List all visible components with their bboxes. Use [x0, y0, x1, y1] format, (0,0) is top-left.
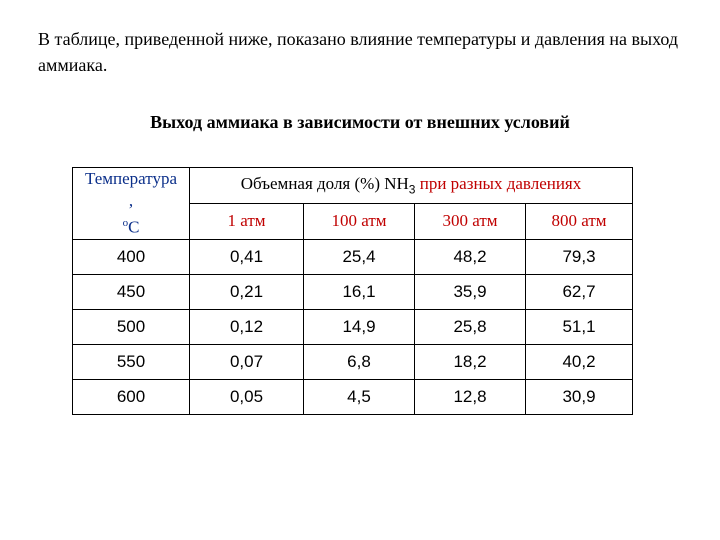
temperature-header: [73, 168, 190, 240]
value-cell: 30,9: [526, 379, 633, 414]
table-row: [73, 309, 633, 344]
value-cell: 25,4: [304, 239, 415, 274]
value-cell: 40,2: [526, 344, 633, 379]
volume-fraction-prefix: Объемная доля (%) NH: [240, 174, 409, 194]
temperature-cell: 600: [73, 379, 190, 414]
value-cell: 0,12: [190, 309, 304, 344]
value-cell: 14,9: [304, 309, 415, 344]
temperature-cell: 550: [73, 344, 190, 379]
value-cell: 0,21: [190, 274, 304, 309]
value-cell: 0,41: [190, 239, 304, 274]
temperature-unit: C: [128, 217, 140, 237]
table-row: [73, 239, 633, 274]
degree-sign: o: [122, 217, 129, 229]
value-cell: 79,3: [526, 239, 633, 274]
temperature-header-comma: ,: [128, 191, 134, 210]
nh3-subscript: 3: [408, 182, 416, 197]
table-caption: Выход аммиака в зависимости от внешних условий: [150, 112, 570, 132]
temperature-cell: 500: [73, 309, 190, 344]
value-cell: 25,8: [415, 309, 526, 344]
pressure-header-cell: 1 атм: [190, 203, 304, 239]
value-cell: 62,7: [526, 274, 633, 309]
temperature-cell: 400: [73, 239, 190, 274]
value-cell: 51,1: [526, 309, 633, 344]
intro-paragraph: В таблице, приведенной ниже, показано влияние температуры и давления на выход аммиака.: [38, 29, 679, 75]
table-row: [73, 274, 633, 309]
table-row: [73, 344, 633, 379]
pressure-header-cell: 100 атм: [304, 203, 415, 239]
value-cell: 18,2: [415, 344, 526, 379]
value-cell: 16,1: [304, 274, 415, 309]
temperature-cell: 450: [73, 274, 190, 309]
pressure-header-cell: 800 атм: [526, 203, 633, 239]
value-cell: 35,9: [415, 274, 526, 309]
volume-fraction-header: [190, 168, 633, 204]
pressure-header-cell: 300 атм: [415, 203, 526, 239]
table-row: [73, 379, 633, 414]
pressure-suffix: при разных давлениях: [415, 174, 582, 194]
value-cell: 0,05: [190, 379, 304, 414]
ammonia-yield-table: [72, 167, 633, 415]
temperature-header-label: Температура: [84, 169, 178, 188]
value-cell: 4,5: [304, 379, 415, 414]
value-cell: 12,8: [415, 379, 526, 414]
value-cell: 48,2: [415, 239, 526, 274]
header-row: [73, 168, 633, 204]
value-cell: 0,07: [190, 344, 304, 379]
value-cell: 6,8: [304, 344, 415, 379]
